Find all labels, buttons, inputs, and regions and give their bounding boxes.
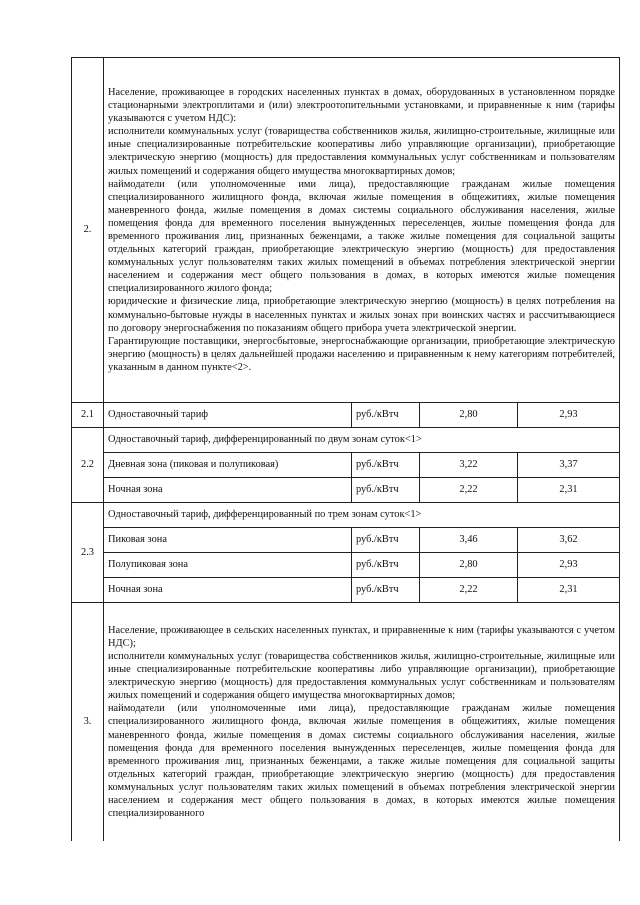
table-row: [72, 578, 620, 603]
tariff-unit: руб./кВтч: [352, 578, 420, 603]
paragraph: наймодатели (или уполномоченные ими лица), предоставляющие гражданам жилые помещения специализированного жилищного фонда, включая жилые помещения в общежитиях, жилые помещения маневренного фонда, жилые помещения в домах системы социального обслуживания населения, жилые помещения фонда для временного поселения вынужденных переселенцев, жилые помещения фонда для временного проживания лиц, признанных беженцами, а также жилые помещения для социальной защиты отдельных категорий граждан, приобретающие электрическую энергию (мощность) для предоставления коммунальных услуг пользователям таких жилых помещений в объемах потребления электрической энергии населением и содержания мест общего пользования в домах, в которых имеются жилые помещения специализированного: [108, 703, 615, 820]
table-row: [72, 403, 620, 428]
tariff-value-2: 3,62: [518, 528, 620, 553]
table-row: [72, 528, 620, 553]
paragraph: юридические и физические лица, приобретающие электрическую энергию (мощность) в целях потребления на коммунально-бытовые нужды в населенных пунктах и жилых зонах при воинских частях и рассчитывающиеся по договору энергоснабжения по показаниям общего прибора учета электрической энергии.: [108, 296, 615, 334]
tariff-unit: руб./кВтч: [352, 528, 420, 553]
table-row-section-3: [72, 603, 620, 842]
section-3-description: [104, 603, 620, 842]
tariff-value-1: 3,22: [420, 453, 518, 478]
tariff-value-2: 2,31: [518, 578, 620, 603]
tariff-value-1: 2,22: [420, 578, 518, 603]
tariff-value-1: 2,80: [420, 553, 518, 578]
tariff-name: Дневная зона (пиковая и полупиковая): [104, 453, 352, 478]
table-row: [72, 428, 620, 453]
row-number: 2.3: [72, 503, 104, 603]
tariff-name: Одноставочный тариф: [104, 403, 352, 428]
paragraph: исполнители коммунальных услуг (товарищества собственников жилья, жилищно-строительные, жилищные или иные специализированные потребительские кооперативы либо управляющие организации), приобретающие электрическую энергию (мощность) для предоставления коммунальных услуг собственникам и пользователям жилых помещений и содержания общего имущества многоквартирных домов;: [108, 126, 615, 177]
tariff-table: [71, 57, 620, 841]
tariff-value-2: 2,93: [518, 403, 620, 428]
tariff-unit: руб./кВтч: [352, 453, 420, 478]
tariff-name: Ночная зона: [104, 478, 352, 503]
tariff-unit: руб./кВтч: [352, 553, 420, 578]
tariff-value-1: 2,80: [420, 403, 518, 428]
row-number: 2.2: [72, 428, 104, 503]
section-2-description: [104, 58, 620, 403]
row-number: 2.: [72, 58, 104, 403]
tariff-value-2: 2,93: [518, 553, 620, 578]
table-row: [72, 553, 620, 578]
tariff-value-1: 3,46: [420, 528, 518, 553]
tariff-name: Пиковая зона: [104, 528, 352, 553]
paragraph: исполнители коммунальных услуг (товарищества собственников жилья, жилищно-строительные, жилищные или иные специализированные потребительские кооперативы либо управляющие организации), приобретающие электрическую энергию (мощность) для предоставления коммунальных услуг собственникам и пользователям жилых помещений и содержания общего имущества многоквартирных домов;: [108, 650, 615, 702]
paragraph: наймодатели (или уполномоченные ими лица), предоставляющие гражданам жилые помещения специализированного жилищного фонда, включая жилые помещения в общежитиях, жилые помещения маневренного фонда, жилые помещения в домах системы социального обслуживания населения, жилые помещения фонда для временного поселения вынужденных переселенцев, жилые помещения фонда для временного проживания лиц, признанных беженцами, а также жилые помещения для социальной защиты отдельных категорий граждан, приобретающие электрическую энергию (мощность) для предоставления коммунальных услуг пользователям таких жилых помещений в объемах потребления электрической энергии населением и содержания мест общего пользования в домах, в которых имеются жилые помещения специализированного жилого фонда;: [108, 178, 615, 295]
tariff-value-2: 3,37: [518, 453, 620, 478]
tariff-group-header: Одноставочный тариф, дифференцированный по трем зонам суток<1>: [104, 503, 620, 528]
paragraph: Население, проживающее в сельских населенных пунктах, и приравненные к ним (тарифы указываются с учетом НДС);: [108, 624, 615, 649]
tariff-name: Полупиковая зона: [104, 553, 352, 578]
table-row-section-2: [72, 58, 620, 403]
tariff-unit: руб./кВтч: [352, 478, 420, 503]
paragraph: Гарантирующие поставщики, энергосбытовые, энергоснабжающие организации, приобретающие электрическую энергию (мощность) в целях дальнейшей продажи населению и приравненным к нему категориям потребителей, указанным в данном пункте<2>.: [108, 335, 615, 373]
tariff-name: Ночная зона: [104, 578, 352, 603]
paragraph: Население, проживающее в городских населенных пунктах в домах, оборудованных в установленном порядке стационарными электроплитами и (или) электроотопительными установками, и приравненные к ним (тарифы указываются с учетом НДС):: [108, 86, 615, 125]
tariff-value-1: 2,22: [420, 478, 518, 503]
table-row: [72, 453, 620, 478]
table-row: [72, 503, 620, 528]
tariff-group-header: Одноставочный тариф, дифференцированный по двум зонам суток<1>: [104, 428, 620, 453]
table-row: [72, 478, 620, 503]
row-number: 2.1: [72, 403, 104, 428]
row-number: 3.: [72, 603, 104, 842]
tariff-value-2: 2,31: [518, 478, 620, 503]
tariff-unit: руб./кВтч: [352, 403, 420, 428]
